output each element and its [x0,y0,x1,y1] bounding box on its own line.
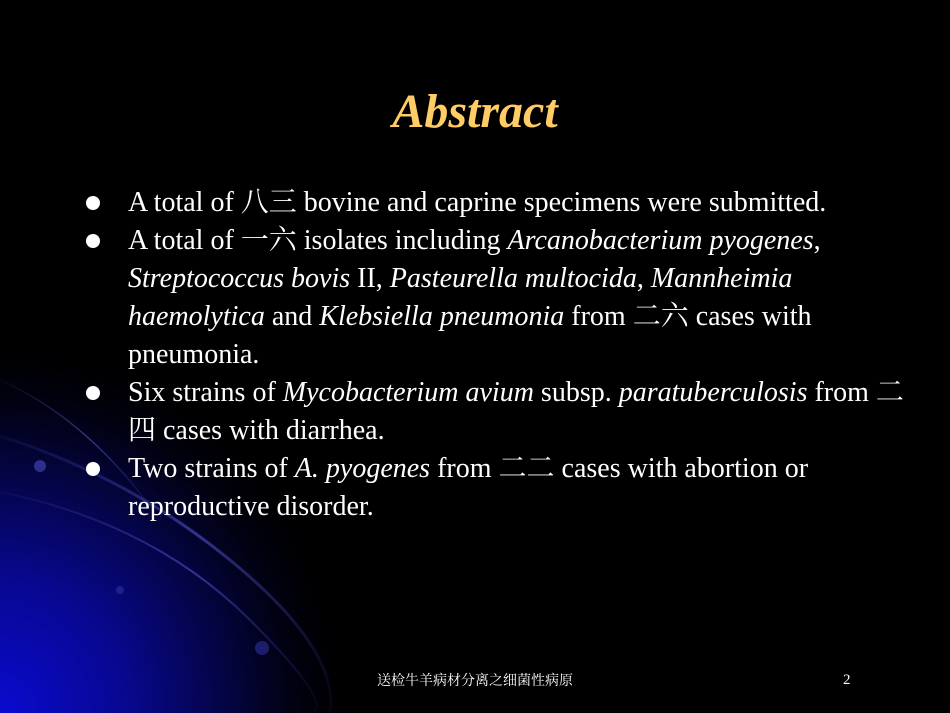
bullet-text: A total of 一六 isolates including [128,225,508,256]
slide-footer: 送检牛羊病材分离之细菌性病原 [377,673,573,689]
bullet-dot-icon [86,196,100,210]
bullet-text: Six strains of [128,377,283,408]
species-name: Mannheimia haemolytica [128,263,793,332]
bullet-text: subsp. [533,377,619,408]
bullet-item [84,222,904,374]
bullet-dot-icon [86,234,100,248]
bullet-text: and [264,301,320,332]
species-name: Pasteurella multocida [389,263,637,294]
bullet-item [84,184,904,222]
bullet-text: , [636,263,651,294]
species-name: A. pyogenes [294,453,431,484]
bullet-text: from 二六 cases with pneumonia. [128,301,812,370]
bullet-text: Two strains of [128,453,295,484]
bullet-dot-icon [86,386,100,400]
species-name: Klebsiella pneumonia [319,301,565,332]
species-name: Arcanobacterium pyogenes [507,225,814,256]
species-name: Mycobacterium avium [282,377,534,408]
bullet-text: II, [350,263,390,294]
species-name: paratuberculosis [618,377,808,408]
slide-title: Abstract [392,85,558,138]
bullet-item [84,374,904,450]
bullet-list [84,184,904,526]
bullet-text: from 二二 cases with abortion or reproductive disorder. [128,453,809,522]
page-number: 2 [843,672,851,688]
bullet-text: from 二四 cases with diarrhea. [128,377,904,446]
bullet-text: A total of 八三 bovine and caprine specimens were submitted. [128,187,827,218]
species-name: Streptococcus bovis [128,263,351,294]
bullet-text: , [813,225,821,256]
bullet-item [84,450,904,526]
bullet-dot-icon [86,462,100,476]
